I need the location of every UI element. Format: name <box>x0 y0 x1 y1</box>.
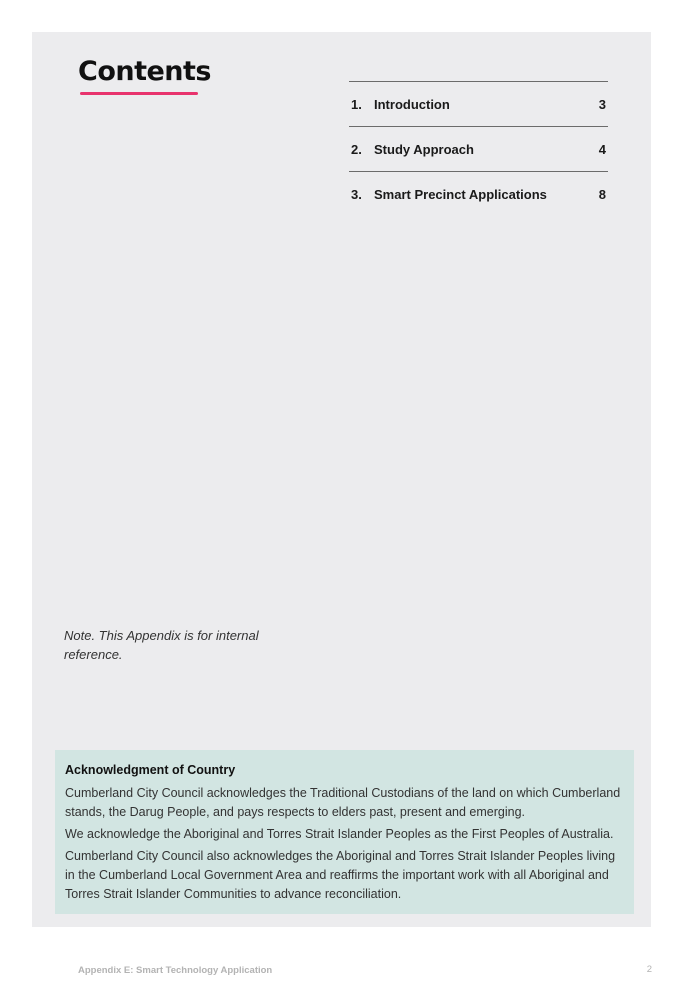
toc-item-label: Study Approach <box>374 141 474 157</box>
contents-title: Contents <box>78 56 212 87</box>
toc-item-introduction[interactable] <box>349 81 608 126</box>
toc-item-number: 2. <box>351 141 362 157</box>
toc-item-number: 1. <box>351 96 362 112</box>
toc-item-smart-precinct-applications[interactable] <box>349 171 608 216</box>
toc-item-study-approach[interactable] <box>349 126 608 171</box>
acknowledgment-paragraph: Cumberland City Council acknowledges the Traditional Custodians of the land on which Cumberland stands, the Darug People, and pays respects to elders past, present and emerging. <box>65 786 621 819</box>
toc-item-page: 4 <box>598 141 606 157</box>
table-of-contents <box>349 81 608 216</box>
title-underline <box>80 92 198 95</box>
footer-page-number: 2 <box>646 964 652 975</box>
toc-item-label: Smart Precinct Applications <box>374 186 547 202</box>
acknowledgment-of-country-box <box>55 750 634 914</box>
toc-item-page: 3 <box>598 96 606 112</box>
acknowledgment-paragraph: Cumberland City Council also acknowledges the Aboriginal and Torres Strait Islander Peoples living in the Cumberland Local Government Area and reaffirms the important work with all Aboriginal and Torres Strait Islander Communities to advance reconciliation. <box>65 849 616 901</box>
acknowledgment-heading: Acknowledgment of Country <box>65 763 236 777</box>
toc-item-label: Introduction <box>374 96 450 112</box>
footer-document-title: Appendix E: Smart Technology Application <box>78 965 273 976</box>
toc-item-number: 3. <box>351 186 362 202</box>
internal-reference-note: Note. This Appendix is for internal reference. <box>64 628 259 662</box>
acknowledgment-paragraph: We acknowledge the Aboriginal and Torres Strait Islander Peoples as the First Peoples of Australia. <box>65 827 614 841</box>
toc-item-page: 8 <box>598 186 606 202</box>
